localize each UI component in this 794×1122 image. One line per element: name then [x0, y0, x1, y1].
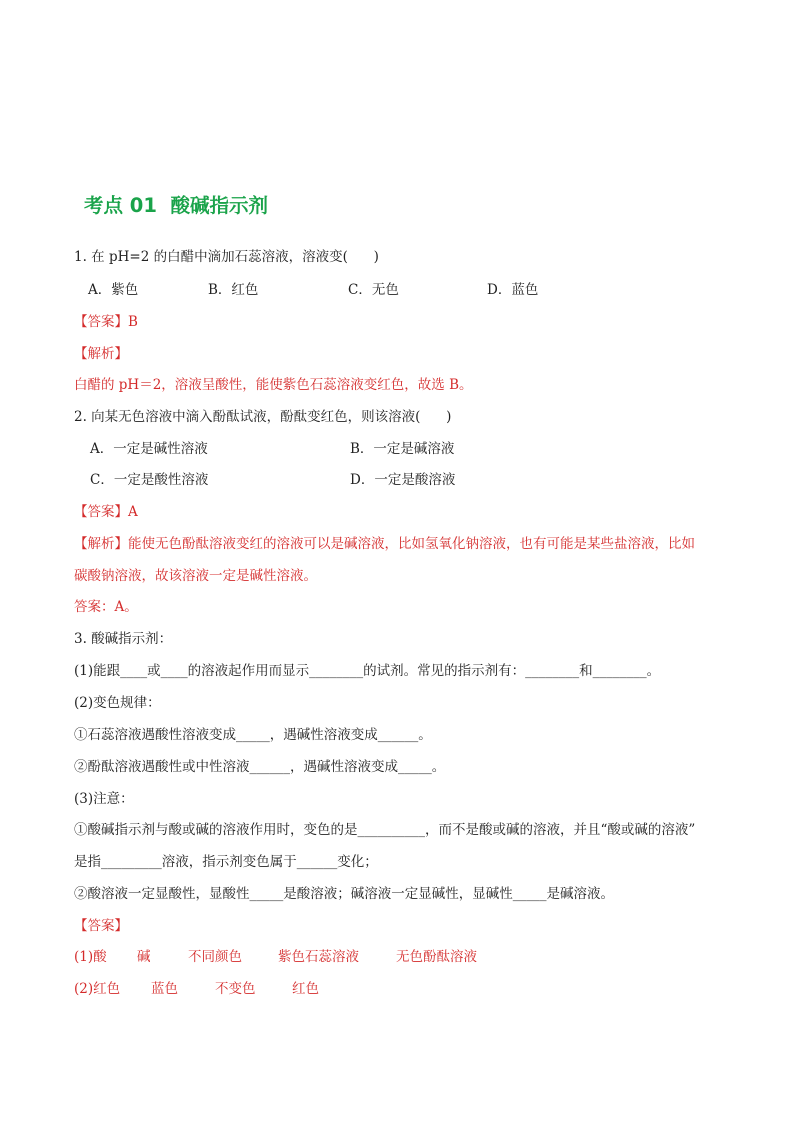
q2-option-d: D．一定是酸溶液 [350, 472, 456, 488]
q3-answer-2-item: (2)红色 [74, 981, 121, 997]
q3-answer-2-item: 蓝色 [151, 981, 178, 997]
q2-stem: 2. 向某无色溶液中滴入酚酞试液，酚酞变红色，则该溶液( ) [74, 409, 452, 425]
q3-part1: (1)能跟____或____的溶液起作用而显示________的试剂。常见的指示剂有：________和________。 [74, 663, 661, 679]
q2-analysis-line2: 碳酸钠溶液，故该溶液一定是碱性溶液。 [74, 568, 317, 584]
q3-answer-1-item: (1)酸 [74, 949, 107, 965]
q3-answer-1-item: 不同颜色 [188, 949, 242, 965]
q2-option-b: B．一定是碱溶液 [350, 441, 455, 457]
page-title: 考点 01 酸碱指示剂 [84, 194, 269, 217]
q3-part3a-line1: ①酸碱指示剂与酸或碱的溶液作用时，变色的是__________，而不是酸或碱的溶液，并且“酸或碱的溶液” [74, 822, 696, 838]
q1-option-a: A．紫色 [88, 282, 139, 298]
q3-answer-label: 【答案】 [74, 918, 128, 934]
q1-stem: 1. 在 pH=2 的白醋中滴加石蕊溶液，溶液变( ) [74, 249, 379, 265]
q2-option-c: C．一定是酸性溶液 [90, 472, 209, 488]
q3-answer-2-item: 不变色 [215, 981, 256, 997]
q3-stem: 3. 酸碱指示剂： [74, 631, 173, 647]
q2-answer: 【答案】A [74, 504, 138, 520]
q3-part3: (3)注意： [74, 791, 134, 807]
q3-part2a: ①石蕊溶液遇酸性溶液变成_____，遇碱性溶液变成______。 [74, 727, 432, 743]
q3-part3b: ②酸溶液一定显酸性，显酸性_____是酸溶液；碱溶液一定显碱性，显碱性_____是碱溶液。 [74, 886, 614, 902]
q1-option-d: D．蓝色 [487, 282, 539, 298]
q3-part2b: ②酚酞溶液遇酸性或中性溶液______，遇碱性溶液变成_____。 [74, 759, 446, 775]
q1-analysis-label: 【解析】 [74, 346, 128, 362]
q3-answer-1-item: 紫色石蕊溶液 [278, 949, 359, 965]
q3-part2: (2)变色规律： [74, 695, 161, 711]
q3-part3a-line2: 是指_________溶液，指示剂变色属于______变化； [74, 854, 378, 870]
q1-option-c: C．无色 [348, 282, 399, 298]
q3-answer-1-item: 无色酚酞溶液 [396, 949, 477, 965]
q2-analysis-line1: 【解析】能使无色酚酞溶液变红的溶液可以是碱溶液，比如氢氧化钠溶液，也有可能是某些盐溶液，比如 [74, 536, 695, 552]
q2-option-a: A．一定是碱性溶液 [90, 441, 208, 457]
q1-answer: 【答案】B [74, 314, 138, 330]
q3-answer-2-item: 红色 [292, 981, 319, 997]
q1-analysis: 白醋的 pH＝2，溶液呈酸性，能使紫色石蕊溶液变红色，故选 B。 [74, 377, 473, 393]
q3-answer-1-item: 碱 [137, 949, 151, 965]
q1-option-b: B．红色 [208, 282, 259, 298]
q2-final-answer: 答案：A。 [74, 599, 138, 615]
